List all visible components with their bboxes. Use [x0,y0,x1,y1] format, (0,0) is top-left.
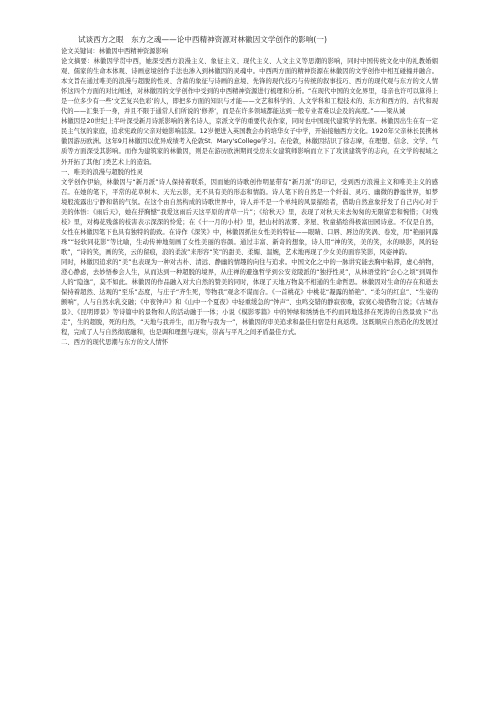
keywords-line: 论文关键词：林徽因中西精神资源影响 [61,48,169,55]
body-paragraph-1: 文学创作伊始，林徽因与“新月派”诗人保持着联系，因而她的诗歌创作明显带有“新月派”的印记，受到西方浪漫主义和唯美主义的感召。在她的笔下，平常的花草树木、天光云影，无不具有美的形态和情韵。诗人笔下的自然是一个纤弱、灵巧、幽微的静谧世界，如梦境般流露出宁静和谐的气氛。在这个由自然构成的诗歌世界中，诗人并不是一个单纯的风景描绘者，借助自然意象抒发了自己内心对于美的体悟：《雨后天》，她在抒胸憾“我爱这雨后天这平原的青草一片”；《给秋天》里，表现了对秋天来去匆匆的无限留恋和惋惜；《对残枝》里，对梅花残落的枝害表示深深的怜爱；在《十一月的小村》里，把山村的浓雾、茅屋、牧童描绘得极富田园诗意。不仅是自然，女性在林徽因笔下也具有独特的韵致。在诗作《深笑》中，林徽因抓住女性美的特征——眼睛、口唇、唇边的笑涡、卷发，用“艳丽同露珠”“轻软同花影”等比喻，生动传神地刻画了女性美丽的容颜。通过丰富、新奇的想象，诗人用“神的笑，美的笑，水的映影，风的轻歌”，“诗的笑，画的笑，云的留痕，浪的柔波”来形容“笑”的甜美、柔媚、温婉，艺术地再现了少女美的面容笑影，风姿神韵。 [61,178,438,256]
biography-paragraph: 林徽因是20世纪上半叶深受新月诗派影响的著名诗人，京派文学的重要代表作家，同时也中国现代建筑学的先驱。林徽因出生在有一定民主气氛的家庭，追求宪政的父亲对她影响甚深。12岁便进入英国教会办的培华女子中学，开始接触西方文化。1920年父亲林长民携林徽因游历欧洲。这年9月林徽因以优异成绩考入伦敦St．Mary'sCollege学习。在伦敦，林徽因结识了徐志摩，在理想、信念、文学、气质等方面深受其影响。而作为建筑家的林徽因，则是在游历欧洲期间受房东女建筑师影响而立下了攻读建筑学的志向，在文学的视域之外开拓了其他门类艺术上的造诣。 [61,118,438,166]
abstract-paragraph: 论文摘要：林徽因学贯中西，她深受西方浪漫主义、象征主义、现代主义、人文主义等思潮的影响，同时中国传统文化中的礼教婚姻观、儒家的生命本体观、诗画意境创作手法也渗入到林徽因的灵魂中。中西两方面的精神资源在林徽因的文学创作中相互碰撞并融合。本文旨在通过唯美的浪漫与超脱的性灵、含蓄的象征与诗画的意境、先锋的现代技巧与传统的叙事技巧、西方的现代观与东方的文人情怀这四个方面的对比阐述，对林徽因的文学创作中受到的中西精神资源进行梳理和分析。“在现代中国的文化界里，母亲也许可以算得上是一位多少有一些‘文艺复兴色彩’的人，即把多方面的知识与才能——文艺和科学的、人文学科和工程技术的、东方和西方的、古代和现代的——汇集于一身，并且不限于通常人们所说的‘修养’，而是在许多领域都能达到一般专业者难以企及的高度。”——梁从诫 [61,58,438,116]
document-title: 试谈西方之眼 东方之魂——论中西精神资源对林徽因文学创作的影响(一) [78,35,327,44]
section-heading-2: 二、西方的现代思潮与东方的文人情怀 [61,339,169,347]
body-paragraph-2: 同时，林徽因追求的“美”也表现为一种对古朴、清远、静幽的情趣的向往与追求。中国文化之中的一脉讲究能去胸中粘滞，虚心纳物，澄心静虑，去妙悟参会人生，从而达到一种超脱的境界，从庄禅的避逸哲学到公安竞陵派的“独抒性灵”，从林语堂的“会心之顷”到周作人的“隐逸”，莫不如此。林徽因的作品融入对大自然的赞美的同时，体现了天地万物莫不相通的生命哲思。林徽因对生命的存在和逝去保持着超然、达观的“至乐”态度，与庄子“齐生死，等物我”观念不谋而合。《一首桃花》中桃花“凝露的娇艳”、“柔匀的红息”、“生姿的颤响”，人与自然水乳交融；《中夜钟声》和《山中一个夏夜》中轻重缓急的“钟声”、虫鸣交错的静寂夜晚，寂寞心境借物言说；《古城春景》、《昆明即景》等诗篇中的景物和人的活动融于一体；小说《模影零篇》中的钟绿和绣绣也不约而同地选择在死涛的自然景致下“出走”，生的超脱，死的归然，“天地与我并生，而万物与我为一”，林徽因的审美追求和最佳归宿是归真返璞。这既顺应自然造化的发展过程，完成了人与自然彻底融和，也是调和理想与现实，崇高与平凡之间矛盾最佳方式。 [61,258,438,337]
section-heading-1: 一、唯美的浪漫与超脱的性灵 [61,168,143,176]
